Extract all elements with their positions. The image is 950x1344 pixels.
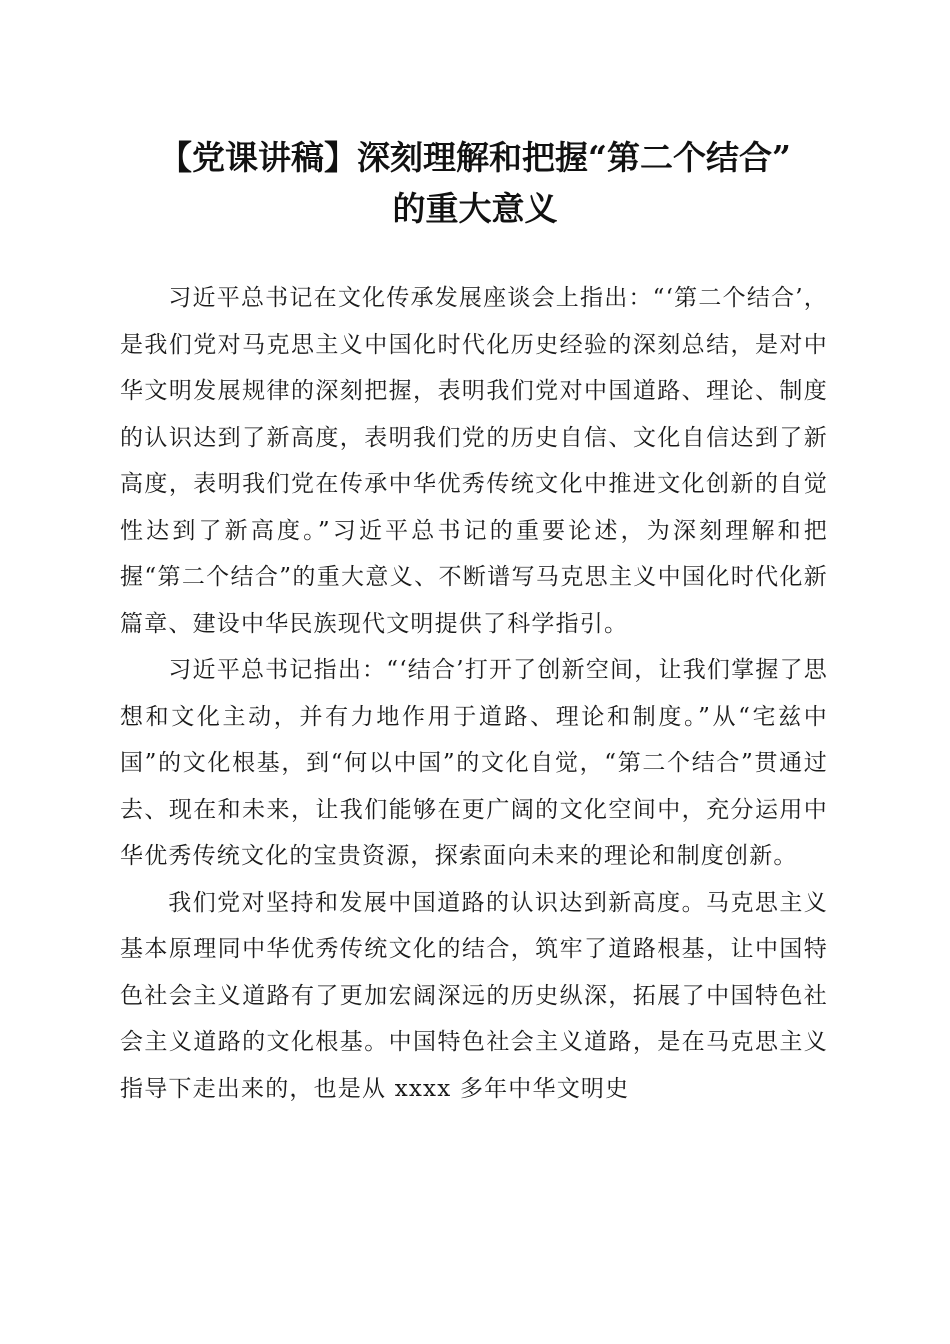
document-body	[120, 275, 828, 1112]
paragraph-3: 我们党对坚持和发展中国道路的认识达到新高度。马克思主义基本原理同中华优秀传统文化的结合，筑牢了道路根基，让中国特色社会主义道路有了更加宏阔深远的历史纵深，拓展了中国特色社会主义道路的文化根基。中国特色社会主义道路，是在马克思主义指导下走出来的，也是从 xxxx 多年中华文明史	[120, 889, 828, 1102]
paragraph-1: 习近平总书记在文化传承发展座谈会上指出：“‘第二个结合’，是我们党对马克思主义中国化时代化历史经验的深刻总结，是对中华文明发展规律的深刻把握，表明我们党对中国道路、理论、制度的认识达到了新高度，表明我们党的历史自信、文化自信达到了新高度，表明我们党在传承中华优秀传统文化中推进文化创新的自觉性达到了新高度。”习近平总书记的重要论述，为深刻理解和把握“第二个结合”的重大意义、不断谱写马克思主义中国化时代化新篇章、建设中华民族现代文明提供了科学指引。	[120, 285, 828, 637]
document-title	[100, 132, 850, 234]
title-line-1: 【党课讲稿】深刻理解和把握“第二个结合”	[159, 138, 791, 177]
paragraph-2: 习近平总书记指出：“‘结合’打开了创新空间，让我们掌握了思想和文化主动，并有力地作用于道路、理论和制度。”从“宅兹中国”的文化根基，到“何以中国”的文化自觉，“第二个结合”贯通过去、现在和未来，让我们能够在更广阔的文化空间中，充分运用中华优秀传统文化的宝贵资源，探索面向未来的理论和制度创新。	[120, 657, 828, 869]
title-line-2: 的重大意义	[392, 189, 558, 228]
